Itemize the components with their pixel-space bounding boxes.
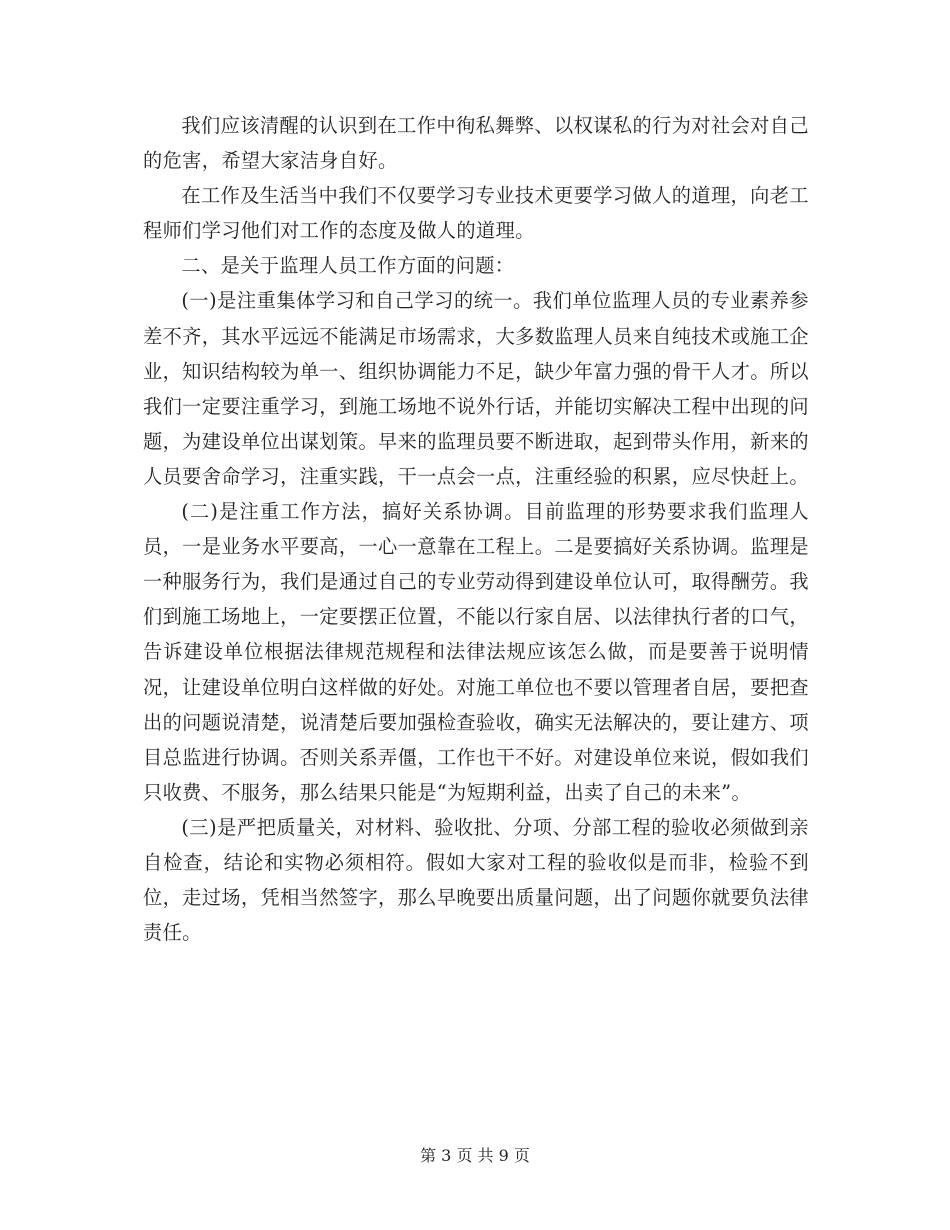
page-number-suffix: 页 (513, 1146, 530, 1165)
page-number-current: 3 (441, 1146, 452, 1165)
paragraph-integrity: 我们应该清醒的认识到在工作中徇私舞弊、以权谋私的行为对社会对自己的危害，希望大家洁身自好。 (143, 114, 809, 173)
document-body (143, 108, 809, 950)
paragraph-learning: 在工作及生活当中我们不仅要学习专业技术更要学习做人的道理，向老工程师们学习他们对工作的态度及做人的道理。 (143, 184, 809, 243)
page-number-prefix: 第 (420, 1146, 437, 1165)
paragraph-item-2: (二)是注重工作方法，搞好关系协调。目前监理的形势要求我们监理人员，一是业务水平要高，一心一意靠在工程上。二是要搞好关系协调。监理是一种服务行为，我们是通过自己的专业劳动得到建设单位认可，取得酬劳。我们到施工场地上，一定要摆正位置，不能以行家自居、以法律执行者的口气，告诉建设单位根据法律规范规程和法律法规应该怎么做，而是要善于说明情况，让建设单位明白这样做的好处。对施工单位也不要以管理者自居，要把查出的问题说清楚，说清楚后要加强检查验收，确实无法解决的，要让建方、项目总监进行协调。否则关系弄僵，工作也干不好。对建设单位来说，假如我们只收费、不服务，那么结果只能是“为短期利益，出卖了自己的未来”。 (143, 500, 809, 804)
page-number-total: 9 (498, 1146, 509, 1165)
paragraph-item-3: (三)是严把质量关，对材料、验收批、分项、分部工程的验收必须做到亲自检查，结论和实物必须相符。假如大家对工程的验收似是而非，检验不到位，走过场，凭相当然签字，那么早晚要出质量问题，出了问题你就要负法律责任。 (143, 815, 809, 945)
paragraph-item-1: (一)是注重集体学习和自己学习的统一。我们单位监理人员的专业素养参差不齐，其水平远远不能满足市场需求，大多数监理人员来自纯技术或施工企业，知识结构较为单一、组织协调能力不足，缺少年富力强的骨干人才。所以我们一定要注重学习，到施工场地不说外行话，并能切实解决工程中出现的问题，为建设单位出谋划策。早来的监理员要不断进取，起到带头作用，新来的人员要舍命学习，注重实践，干一点会一点，注重经验的积累，应尽快赶上。 (143, 289, 809, 488)
page-number-middle: 页 共 (456, 1146, 494, 1165)
page-footer (0, 1144, 950, 1168)
section-heading: 二、是关于监理人员工作方面的问题： (181, 254, 515, 278)
